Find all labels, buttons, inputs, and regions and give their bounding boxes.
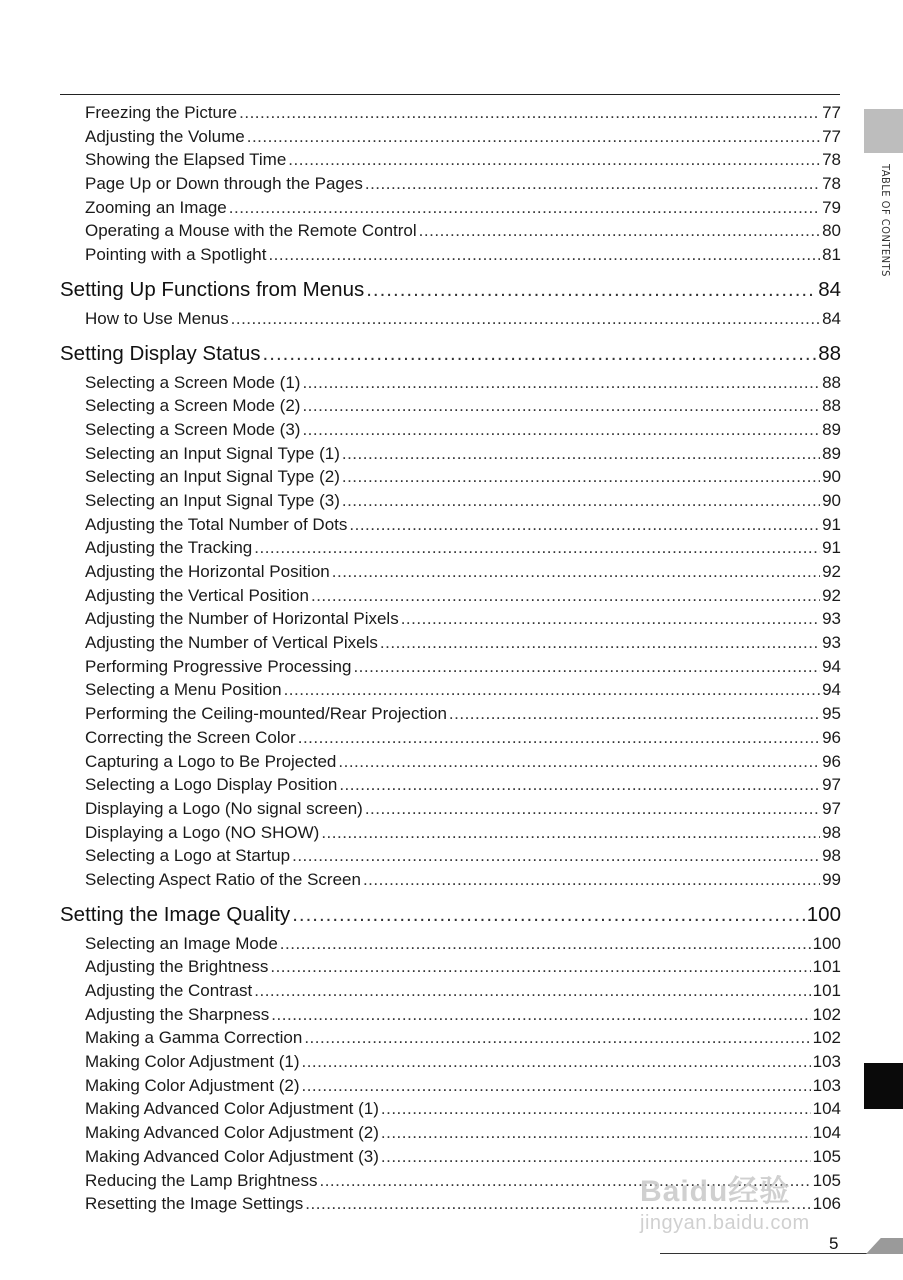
toc-title: Adjusting the Tracking [85, 538, 253, 558]
toc-title: Operating a Mouse with the Remote Control [85, 221, 417, 241]
toc-page-number: 96 [822, 751, 841, 771]
toc-entry[interactable] [60, 1074, 841, 1098]
toc-title: Adjusting the Number of Horizontal Pixels [85, 609, 399, 629]
toc-entry[interactable] [60, 607, 841, 631]
dot-leader [292, 844, 820, 868]
toc-entry[interactable] [60, 868, 841, 892]
toc-title: Zooming an Image [85, 197, 227, 217]
toc-page-number: 101 [812, 957, 841, 977]
toc-page-number: 100 [812, 933, 841, 953]
toc-title: Setting Display Status [60, 341, 261, 365]
dot-leader [381, 1121, 811, 1145]
toc-title: Page Up or Down through the Pages [85, 174, 363, 194]
toc-entry[interactable] [60, 1169, 841, 1193]
toc-page-number: 79 [822, 197, 841, 217]
toc-entry[interactable] [60, 726, 841, 750]
toc-entry[interactable] [60, 1050, 841, 1074]
toc-page-number: 77 [822, 103, 841, 122]
toc-page-number: 97 [822, 775, 841, 795]
toc-page-number: 91 [822, 538, 841, 558]
toc-entry[interactable] [60, 371, 841, 395]
toc-entry[interactable] [60, 655, 841, 679]
watermark-logo: Baidu经验 [640, 1175, 791, 1208]
toc-entry[interactable] [60, 1026, 841, 1050]
toc-title: Selecting a Screen Mode (1) [85, 372, 301, 392]
toc-entry[interactable] [60, 418, 841, 442]
dot-leader [342, 442, 820, 466]
toc-entry[interactable] [60, 219, 841, 243]
dot-leader [321, 821, 820, 845]
dot-leader [301, 1050, 810, 1074]
dot-leader [268, 243, 820, 267]
toc-title: Selecting an Input Signal Type (2) [85, 467, 340, 487]
toc-page-number: 94 [822, 680, 841, 700]
toc-title: Adjusting the Volume [85, 126, 245, 146]
toc-title: Adjusting the Horizontal Position [85, 562, 330, 581]
toc-section[interactable] [60, 899, 841, 931]
toc-title: Making Advanced Color Adjustment (2) [85, 1123, 379, 1143]
toc-title: Selecting a Screen Mode (2) [85, 396, 301, 416]
toc-entry[interactable] [60, 1121, 841, 1145]
toc-entry[interactable] [60, 307, 841, 331]
toc-page-number: 99 [822, 869, 841, 889]
dot-leader [381, 1097, 811, 1121]
toc-entry[interactable] [60, 172, 841, 196]
toc-title: Freezing the Picture [85, 103, 238, 122]
dot-leader [338, 750, 820, 774]
toc-entry[interactable] [60, 702, 841, 726]
toc-entry[interactable] [60, 979, 841, 1003]
side-label: TABLE OF CONTENTS [879, 164, 892, 277]
toc-entry[interactable] [60, 1145, 841, 1169]
dot-leader [305, 1192, 810, 1216]
toc-page-number: 78 [822, 174, 841, 194]
toc-page-number: 104 [812, 1123, 841, 1143]
dot-leader [231, 307, 820, 331]
toc-page-number: 80 [822, 221, 841, 241]
dot-leader [401, 607, 820, 631]
dot-leader [380, 631, 820, 655]
toc-entry[interactable] [60, 844, 841, 868]
toc-entry[interactable] [60, 560, 841, 584]
dot-leader [284, 678, 821, 702]
dot-leader [381, 1145, 811, 1169]
toc-page-number: 106 [812, 1194, 841, 1214]
toc-entry[interactable] [60, 465, 841, 489]
toc-entry[interactable] [60, 513, 841, 537]
toc-entry[interactable] [60, 821, 841, 845]
toc-page-number: 101 [812, 981, 841, 1000]
toc-title: Selecting an Input Signal Type (1) [85, 443, 340, 463]
toc-entry[interactable] [60, 101, 841, 125]
dot-leader [292, 899, 805, 931]
toc-page-number: 90 [822, 467, 841, 487]
toc-page-number: 91 [822, 514, 841, 534]
dot-leader [301, 1074, 810, 1098]
toc-title: Selecting an Input Signal Type (3) [85, 490, 340, 510]
side-tab-grey [864, 109, 903, 153]
toc-title: Selecting a Menu Position [85, 680, 282, 700]
toc-title: Setting Up Functions from Menus [60, 277, 365, 301]
table-of-contents [60, 101, 841, 1216]
toc-entry[interactable] [60, 1192, 841, 1216]
dot-leader [247, 125, 820, 149]
toc-title: Making Color Adjustment (1) [85, 1052, 300, 1072]
toc-entry[interactable] [60, 631, 841, 655]
dot-leader [271, 1003, 810, 1027]
toc-entry[interactable] [60, 536, 841, 560]
toc-entry[interactable] [60, 750, 841, 774]
dot-leader [288, 148, 820, 172]
toc-title: Resetting the Image Settings [85, 1194, 304, 1214]
toc-section[interactable] [60, 274, 841, 306]
toc-entry[interactable] [60, 932, 841, 956]
header-rule [60, 94, 840, 95]
toc-page-number: 100 [806, 902, 841, 926]
toc-entry[interactable] [60, 442, 841, 466]
toc-entry[interactable] [60, 797, 841, 821]
toc-page-number: 102 [812, 1028, 841, 1048]
toc-title: Selecting a Logo Display Position [85, 775, 338, 795]
toc-entry[interactable] [60, 148, 841, 172]
toc-entry[interactable] [60, 584, 841, 608]
dot-leader [342, 465, 820, 489]
toc-entry[interactable] [60, 196, 841, 220]
dot-leader [254, 536, 820, 560]
toc-title: Adjusting the Total Number of Dots [85, 514, 348, 534]
toc-title: Reducing the Lamp Brightness [85, 1170, 318, 1190]
toc-title: How to Use Menus [85, 308, 229, 328]
toc-title: Making a Gamma Correction [85, 1028, 303, 1048]
dot-leader [311, 584, 820, 608]
toc-page-number: 93 [822, 633, 841, 653]
dot-leader [342, 489, 820, 513]
dot-leader [280, 932, 811, 956]
dot-leader [319, 1169, 810, 1193]
dot-leader [349, 513, 820, 537]
toc-page-number: 102 [812, 1004, 841, 1024]
toc-title: Adjusting the Number of Vertical Pixels [85, 633, 378, 653]
footer-rule [660, 1253, 870, 1254]
toc-entry[interactable] [60, 489, 841, 513]
toc-title: Capturing a Logo to Be Projected [85, 751, 337, 771]
toc-page-number: 105 [812, 1170, 841, 1190]
dot-leader [363, 868, 820, 892]
toc-title: Performing the Ceiling-mounted/Rear Projection [85, 704, 447, 724]
toc-title: Showing the Elapsed Time [85, 150, 287, 170]
dot-leader [304, 1026, 810, 1050]
dot-leader [239, 101, 820, 125]
toc-page-number: 78 [822, 150, 841, 170]
toc-title: Selecting a Screen Mode (3) [85, 419, 301, 439]
toc-page-number: 95 [822, 704, 841, 724]
dot-leader [365, 797, 820, 821]
watermark-url: jingyan.baidu.com [640, 1212, 810, 1234]
toc-title: Making Color Adjustment (2) [85, 1075, 300, 1095]
toc-section[interactable] [60, 338, 841, 370]
toc-page-number: 88 [822, 372, 841, 392]
toc-entry[interactable] [60, 1003, 841, 1027]
dot-leader [263, 338, 817, 370]
toc-entry[interactable] [60, 243, 841, 267]
toc-title: Adjusting the Vertical Position [85, 585, 309, 605]
toc-page-number: 103 [812, 1075, 841, 1095]
toc-title: Setting the Image Quality [60, 902, 291, 926]
dot-leader [270, 955, 810, 979]
toc-entry[interactable] [60, 773, 841, 797]
toc-page-number: 96 [822, 727, 841, 747]
toc-page-number: 98 [822, 822, 841, 842]
dot-leader [366, 274, 816, 306]
dot-leader [419, 219, 820, 243]
toc-title: Performing Progressive Processing [85, 656, 352, 676]
dot-leader [302, 394, 820, 418]
toc-page-number: 98 [822, 846, 841, 866]
dot-leader [332, 560, 820, 584]
dot-leader [365, 172, 820, 196]
toc-page-number: 90 [822, 490, 841, 510]
toc-page-number: 77 [822, 126, 841, 146]
toc-title: Correcting the Screen Color [85, 727, 296, 747]
toc-page-number: 84 [818, 277, 841, 301]
toc-page-number: 88 [822, 396, 841, 416]
toc-entry[interactable] [60, 125, 841, 149]
toc-page-number: 89 [822, 443, 841, 463]
page-number: 5 [829, 1234, 839, 1253]
side-tab-black [864, 1063, 903, 1109]
toc-page-number: 103 [812, 1052, 841, 1072]
dot-leader [254, 979, 810, 1003]
toc-title: Selecting an Image Mode [85, 933, 278, 953]
toc-title: Selecting a Logo at Startup [85, 846, 291, 866]
toc-title: Displaying a Logo (NO SHOW) [85, 822, 320, 842]
toc-entry[interactable] [60, 1097, 841, 1121]
dot-leader [298, 726, 820, 750]
toc-entry[interactable] [60, 678, 841, 702]
corner-tab [866, 1238, 903, 1254]
toc-title: Selecting Aspect Ratio of the Screen [85, 869, 361, 889]
dot-leader [302, 418, 820, 442]
dot-leader [302, 371, 820, 395]
toc-page-number: 92 [822, 562, 841, 581]
toc-page-number: 81 [822, 245, 841, 265]
toc-title: Adjusting the Sharpness [85, 1004, 270, 1024]
toc-page-number: 89 [822, 419, 841, 439]
toc-title: Adjusting the Contrast [85, 981, 253, 1000]
toc-page-number: 104 [812, 1099, 841, 1119]
toc-title: Adjusting the Brightness [85, 957, 269, 977]
toc-page-number: 97 [822, 798, 841, 818]
dot-leader [449, 702, 820, 726]
dot-leader [339, 773, 820, 797]
toc-entry[interactable] [60, 394, 841, 418]
toc-page-number: 94 [822, 656, 841, 676]
toc-entry[interactable] [60, 955, 841, 979]
toc-title: Pointing with a Spotlight [85, 245, 267, 265]
dot-leader [353, 655, 820, 679]
toc-page-number: 93 [822, 609, 841, 629]
toc-title: Making Advanced Color Adjustment (1) [85, 1099, 379, 1119]
dot-leader [229, 196, 820, 220]
toc-page-number: 88 [818, 341, 841, 365]
toc-page-number: 84 [822, 308, 841, 328]
toc-page-number: 92 [822, 585, 841, 605]
toc-title: Displaying a Logo (No signal screen) [85, 798, 363, 818]
toc-title: Making Advanced Color Adjustment (3) [85, 1146, 379, 1166]
toc-page-number: 105 [812, 1146, 841, 1166]
